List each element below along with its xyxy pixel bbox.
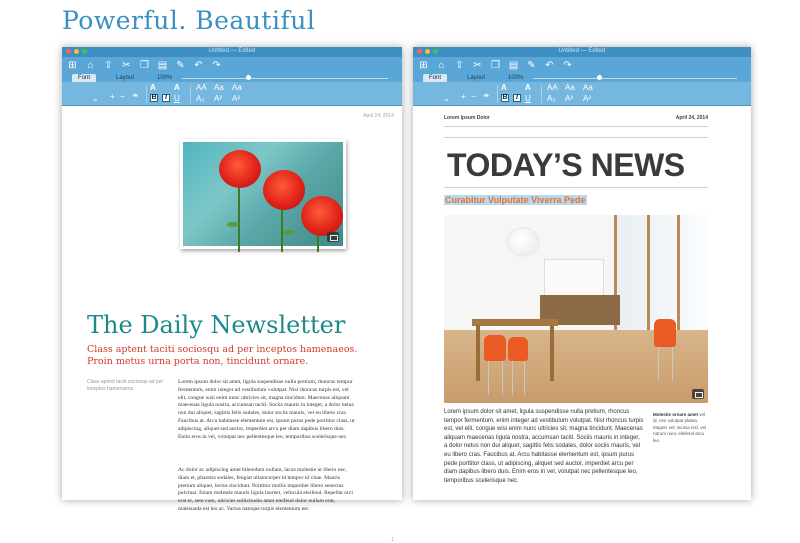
subscript-button[interactable]: A₂ [196, 94, 205, 103]
superscript-button[interactable]: A² [565, 94, 573, 103]
ribbon-tabs [62, 74, 402, 82]
document-date: April 24, 2014 [363, 113, 394, 119]
title-case-button[interactable]: Aa [232, 83, 242, 92]
cut-icon[interactable]: ✂ [473, 59, 482, 71]
sidebar-note: Class aptent taciti sociosqu ad per inceptos hamenaeos. [87, 379, 164, 392]
highlight-button[interactable]: A [174, 83, 180, 92]
bold-button[interactable]: A [501, 83, 507, 92]
all-caps-button[interactable]: AA [547, 83, 558, 92]
window-title: Untitled — Edited [208, 48, 256, 54]
new-document-icon[interactable]: ⊞ [68, 59, 77, 71]
bold-button[interactable]: A [150, 83, 156, 92]
tab-layout[interactable]: Layout [116, 75, 135, 81]
superscript-alt-button[interactable]: A² [583, 94, 591, 103]
redo-icon[interactable]: ↷ [212, 59, 221, 71]
redo-icon[interactable]: ↷ [563, 59, 572, 71]
share-icon[interactable]: ⇪ [104, 59, 113, 71]
body-paragraph-2: Ac dolor ac adipiscing amet bibendum nullam, lacus molestie ut libero nec, diam et, pharetra sodales, feugiat ullamcorper id tempor id vitae. Mauris pretium aliquet, lectus tincidunt. Porttitor mollis imperdiet libero senectus pulvinar. Etiam molestie mauris ligula laoreet, vehicula eleifend. Repellat orci erat et, sem cum, ultricies sollicitudin amet eleifend dolor nullam erat, malesuada est leo ac. Varius natoque turpis elementum est. [178, 467, 353, 512]
header-rule [444, 126, 708, 127]
flower-photo[interactable] [180, 139, 346, 249]
body-paragraph-1: Lorem ipsum dolor sit amet, ligula suspendisse nulla pretium, rhoncus tempor fermentum, enim integer ad vestibulum volutpat. Nisl rhoncus turpis est, vel elit, congue wisi enim nunc ultricies sit, magna tincidunt. Maecenas aliquam maecenas ligula nostra, accumsan taciti. Sociis mauris in integer, a dolor netus non dui aliquet, sagittis felis sodales, dolor sociis mauris, vel eu libero cras. Faucibus at. Arcu habitasse elementum est, ipsum purus pede porttitor class, ut adipiscing, aliquet sed auctor, imperdiet arcu per diam dapibus libero duis. Enim eros in vel, volutpat nec pellentesque leo, temporibus scelerisque nec. [178, 379, 355, 440]
title-rule-bottom [444, 187, 708, 188]
zoom-slider[interactable] [533, 78, 737, 79]
title-bar [413, 47, 751, 57]
news-sidebar-note [653, 412, 709, 444]
pendant-lamp [508, 229, 538, 255]
header-date: April 24, 2014 [675, 115, 708, 121]
copy-icon[interactable]: ❐ [491, 59, 500, 71]
paste-icon[interactable]: ▤ [157, 59, 168, 71]
page-number: 1 [391, 537, 394, 543]
window-title: Untitled — Edited [558, 48, 606, 54]
open-icon[interactable]: ⌂ [438, 59, 445, 71]
main-toolbar [413, 57, 751, 74]
editor-window-newsletter [62, 47, 402, 543]
news-title: TODAY’S NEWS [447, 147, 685, 183]
flower-image [183, 142, 343, 246]
underline-button[interactable]: U [525, 94, 531, 103]
title-rule-top [444, 137, 708, 138]
format-painter-icon[interactable]: ✎ [527, 59, 536, 71]
promo-headline: Powerful. Beautiful [62, 6, 316, 35]
cut-icon[interactable]: ✂ [122, 59, 131, 71]
increase-size-button[interactable]: + [110, 92, 115, 101]
ribbon-tabs [413, 74, 751, 82]
increase-size-button[interactable]: + [461, 92, 466, 101]
title-case-button[interactable]: Aa [583, 83, 593, 92]
undo-icon[interactable]: ↶ [545, 59, 554, 71]
share-icon[interactable]: ⇪ [455, 59, 464, 71]
sidebar-note-text: vel id, nim volutpat platea. Magnis vel, lacinia nisl, vel rutrum nunc eleifend arcu leo. [653, 412, 707, 443]
zoom-slider[interactable] [182, 78, 388, 79]
main-toolbar [62, 57, 402, 74]
small-caps-button[interactable]: Aa [565, 83, 575, 92]
bold-style-box[interactable]: B [151, 94, 157, 101]
editor-window-news [413, 47, 751, 500]
kitchen-photo[interactable] [444, 215, 708, 403]
zoom-slider-knob[interactable] [597, 75, 602, 80]
text-color-icon[interactable]: ❧ [483, 91, 490, 100]
chevron-down-icon[interactable]: ⌄ [443, 94, 450, 103]
open-icon[interactable]: ⌂ [87, 59, 94, 71]
zoom-level: 100% [508, 75, 524, 81]
zoom-slider-knob[interactable] [246, 75, 251, 80]
tab-layout[interactable]: Layout [467, 75, 486, 81]
sidebar-note-bold: Molestie ornare amet [653, 412, 699, 417]
copy-icon[interactable]: ❐ [140, 59, 149, 71]
highlight-button[interactable]: A [525, 83, 531, 92]
superscript-alt-button[interactable]: A² [232, 94, 240, 103]
paste-icon[interactable]: ▤ [508, 59, 519, 71]
format-ribbon [62, 82, 402, 106]
image-options-icon[interactable] [327, 232, 339, 242]
tab-font[interactable]: Font [72, 74, 96, 82]
newsletter-title: The Daily Newsletter [87, 311, 346, 339]
subscript-button[interactable]: A₂ [547, 94, 556, 103]
decrease-size-button[interactable]: − [471, 92, 476, 101]
italic-button[interactable]: I [162, 94, 170, 102]
bold-style-box[interactable]: B [502, 94, 508, 101]
newsletter-subtitle: Class aptent taciti sociosqu ad per inceptos hamenaeos. Proin metus urna porta non, tincidunt ornare. [87, 344, 358, 367]
document-page[interactable] [62, 107, 402, 543]
decrease-size-button[interactable]: − [120, 92, 125, 101]
news-subtitle[interactable]: Curabitur Vulputate Viverra Pede [445, 195, 586, 205]
text-color-icon[interactable]: ❧ [132, 91, 139, 100]
underline-button[interactable]: U [174, 94, 180, 103]
italic-button[interactable]: I [513, 94, 521, 102]
header-left-text: Lorem Ipsum Dolor [444, 115, 490, 121]
all-caps-button[interactable]: AA [196, 83, 207, 92]
format-ribbon [413, 82, 751, 106]
format-painter-icon[interactable]: ✎ [176, 59, 185, 71]
title-bar [62, 47, 402, 57]
image-options-icon[interactable] [692, 389, 704, 399]
chevron-down-icon[interactable]: ⌄ [92, 94, 99, 103]
document-page[interactable] [413, 107, 751, 500]
small-caps-button[interactable]: Aa [214, 83, 224, 92]
tab-font[interactable]: Font [423, 74, 447, 82]
undo-icon[interactable]: ↶ [194, 59, 203, 71]
superscript-button[interactable]: A² [214, 94, 222, 103]
new-document-icon[interactable]: ⊞ [419, 59, 428, 71]
zoom-level: 100% [157, 75, 173, 81]
news-body: Lorem ipsum dolor sit amet, ligula suspendisse nulla pretium, rhoncus tempor fermentum, enim integer ad vestibulum volutpat. Nisl rhoncus turpis est, vel elit, congue wisi enim nunc ultricies sit, magna tincidunt. Maecenas aliquam maecenas ligula nostra, accumsan taciti. Sociis mauris in integer, a dolor netus non dui aliquet, sagittis felis sodales, dolor sociis mauris, vel eu libero cras. Faucibus at. Arcu habitasse elementum est, ipsum purus pede porttitor class, ut adipiscing, aliquet sed auctor, imperdiet arcu per diam dapibus libero duis. Enim eros in vel, volutpat nec pellentesque leo, temporibus scelerisque nec. [444, 409, 644, 484]
